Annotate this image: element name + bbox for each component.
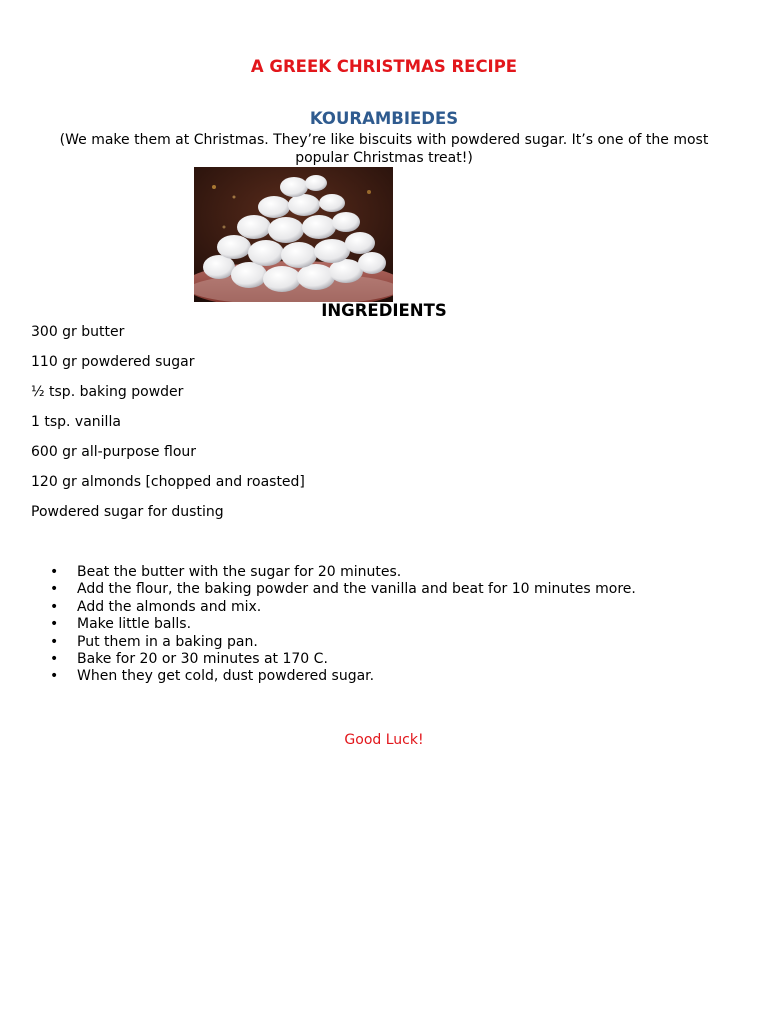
ingredients-list xyxy=(31,323,305,533)
ingredient-item: 120 gr almonds [chopped and roasted] xyxy=(31,474,305,490)
instruction-step: • Add the almonds and mix. xyxy=(77,599,757,616)
instruction-step: • Put them in a baking pan. xyxy=(77,634,757,651)
kourambiedes-photo xyxy=(194,167,393,302)
cookies-photo-icon xyxy=(194,167,393,302)
ingredient-item: 110 gr powdered sugar xyxy=(31,354,195,370)
ingredient-item: 1 tsp. vanilla xyxy=(31,414,121,430)
ingredient-item: Powdered sugar for dusting xyxy=(31,504,224,520)
page-title: A GREEK CHRISTMAS RECIPE xyxy=(250,57,518,76)
recipe-name: KOURAMBIEDES xyxy=(309,109,459,128)
instruction-step: • Add the flour, the baking powder and the vanilla and beat for 10 minutes more. xyxy=(77,581,757,598)
recipe-intro: (We make them at Christmas. They’re like biscuits with powdered sugar. It’s one of the most popular Christmas treat!) xyxy=(59,132,709,166)
instruction-step: • When they get cold, dust powdered sugar. xyxy=(77,668,757,685)
instructions-list xyxy=(31,564,757,686)
ingredients-heading: INGREDIENTS xyxy=(321,301,447,320)
instruction-step: • Make little balls. xyxy=(77,616,757,633)
ingredient-item: 600 gr all-purpose flour xyxy=(31,444,197,460)
ingredient-item: ½ tsp. baking powder xyxy=(31,384,184,400)
instruction-step: • Beat the butter with the sugar for 20 minutes. xyxy=(77,564,757,581)
instruction-step: • Bake for 20 or 30 minutes at 170 C. xyxy=(77,651,757,668)
closing-message: Good Luck! xyxy=(344,732,424,748)
ingredient-item: 300 gr butter xyxy=(31,324,125,340)
